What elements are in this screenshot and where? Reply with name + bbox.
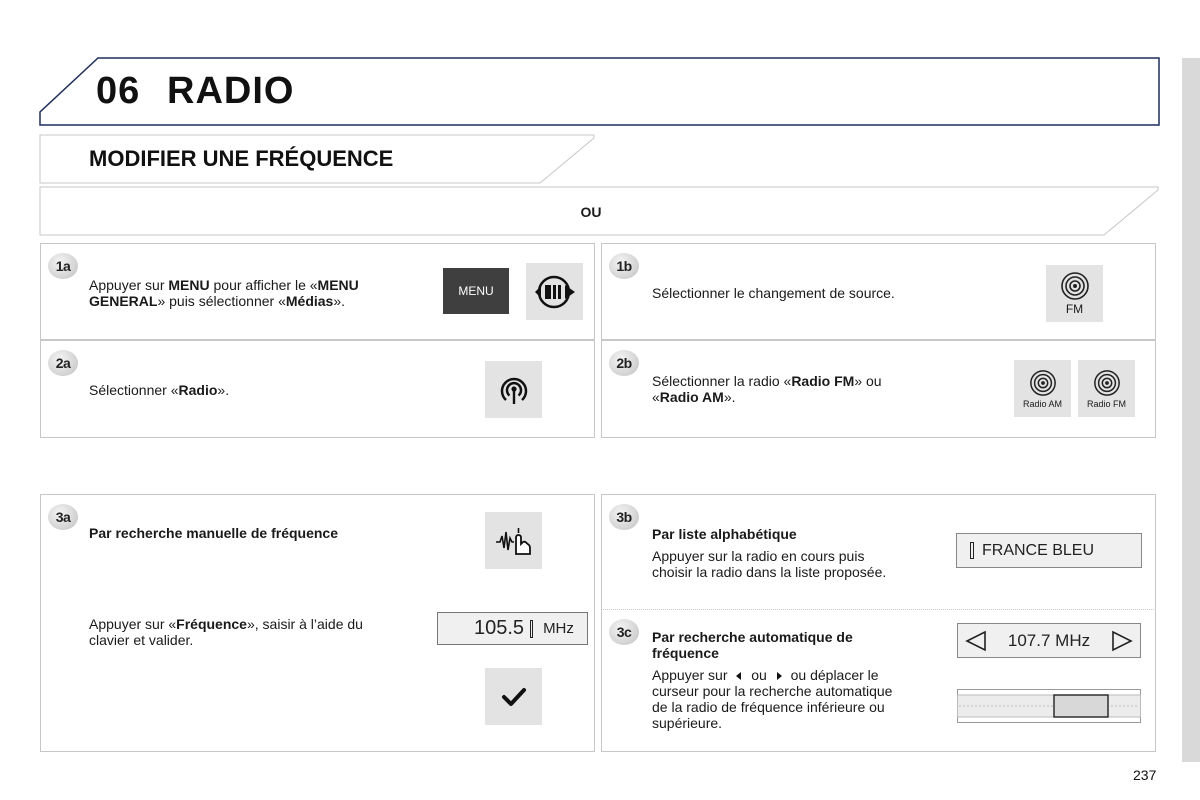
station-name: FRANCE BLEU xyxy=(982,541,1095,559)
radio-am-button[interactable] xyxy=(1014,360,1071,417)
arrow-right-icon[interactable] xyxy=(1110,630,1134,652)
chapter-number: 06 xyxy=(96,70,141,112)
list-cursor xyxy=(970,542,974,559)
radio-am-icon xyxy=(1029,369,1057,397)
auto-frequency-value: 107.7 MHz xyxy=(1007,630,1091,650)
step-1b-text: Sélectionner le changement de source. xyxy=(652,285,895,301)
manual-search-button[interactable] xyxy=(485,512,542,569)
step-3a-text: Appuyer sur «Fréquence», saisir à l’aide du clavier et valider. xyxy=(89,616,363,648)
arrow-right-small-icon xyxy=(774,671,784,681)
radio-fm-label: Radio FM xyxy=(1086,398,1126,409)
touch-swipe-icon xyxy=(494,524,534,558)
frequency-slider-track xyxy=(957,689,1141,723)
station-list-item[interactable] xyxy=(956,533,1142,568)
radio-am-label: Radio AM xyxy=(1022,398,1063,409)
step-3b-text: Appuyer sur la radio en cours puis choisir la radio dans la liste proposée. xyxy=(652,548,887,580)
step-badge-3c: 3c xyxy=(609,619,639,645)
media-play-pause-icon xyxy=(531,272,579,312)
or-separator: OU xyxy=(580,204,602,220)
step-2b-text: Sélectionner la radio «Radio FM» ou «Radio AM». xyxy=(652,373,882,405)
step-badge-1a: 1a xyxy=(48,253,78,279)
slider-thumb xyxy=(1054,695,1108,717)
fm-source-button[interactable] xyxy=(1046,265,1103,322)
frequency-unit: MHz xyxy=(543,620,574,637)
page-number: 237 xyxy=(1133,767,1157,783)
validate-button[interactable] xyxy=(485,668,542,725)
frequency-slider[interactable] xyxy=(957,689,1141,723)
menu-button-label: MENU xyxy=(458,284,494,298)
radio-button[interactable] xyxy=(485,361,542,418)
step-3b-heading: Par liste alphabétique xyxy=(652,526,797,542)
radio-fm-icon xyxy=(1093,369,1121,397)
radio-icon xyxy=(496,372,532,408)
step-3c-heading: Par recherche automatique de fréquence xyxy=(652,629,853,661)
arrow-left-small-icon xyxy=(734,671,744,681)
auto-search-display xyxy=(957,623,1141,658)
step-badge-3b: 3b xyxy=(609,504,639,530)
step-2a-text: Sélectionner «Radio». xyxy=(89,382,230,398)
step-badge-3a: 3a xyxy=(48,504,78,530)
checkmark-icon xyxy=(501,686,527,708)
text-cursor xyxy=(530,620,533,638)
step-3bc-divider xyxy=(601,609,1156,610)
fm-label: FM xyxy=(1065,302,1084,316)
menu-button[interactable] xyxy=(443,268,509,314)
step-badge-2b: 2b xyxy=(609,350,639,376)
arrow-left-icon[interactable] xyxy=(964,630,988,652)
frequency-input[interactable] xyxy=(437,612,588,645)
step-3c-text: Appuyer sur ou ou déplacer le curseur pour la recherche automatique de la radio de fréquence inférieure ou supérieure. xyxy=(652,667,893,731)
radio-fm-icon xyxy=(1060,271,1090,301)
section-title: MODIFIER UNE FRÉQUENCE xyxy=(89,146,394,171)
step-badge-2a: 2a xyxy=(48,350,78,376)
frequency-value: 105.5 xyxy=(474,617,525,639)
chapter-title: RADIO xyxy=(167,70,295,112)
radio-fm-button[interactable] xyxy=(1078,360,1135,417)
step-badge-1b: 1b xyxy=(609,253,639,279)
step-1a-text: Appuyer sur MENU pour afficher le «MENU GENERAL» puis sélectionner «Médias». xyxy=(89,277,359,309)
step-3a-heading: Par recherche manuelle de fréquence xyxy=(89,525,338,541)
media-button[interactable] xyxy=(526,263,583,320)
